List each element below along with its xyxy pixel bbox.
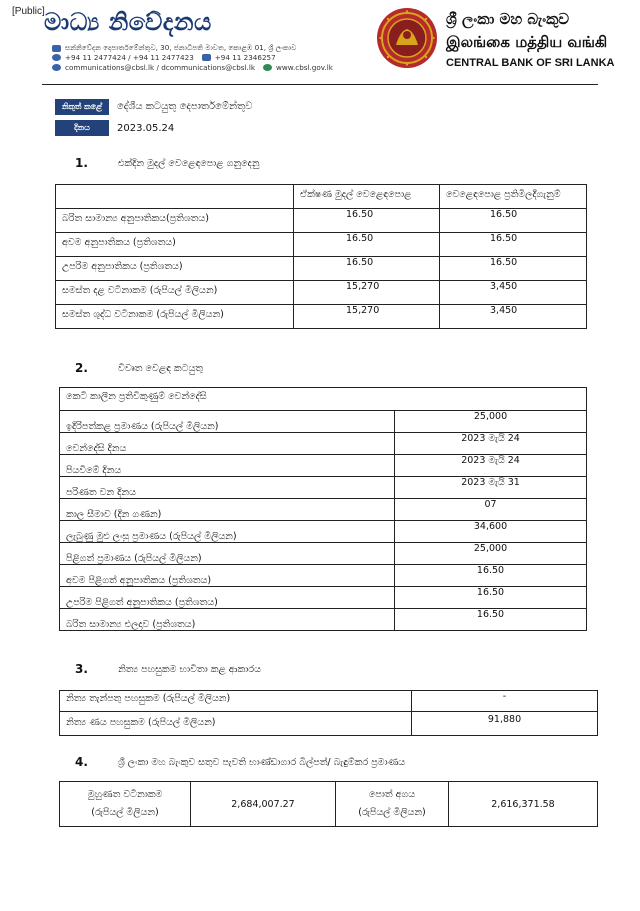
row-label: අවම අනුපාතිකය (ප්‍රතිශතය) — [56, 233, 294, 257]
issued-by-value: දේශීය කටයුතු දෙපාර්තමේන්තුව — [117, 101, 253, 112]
table-row — [60, 477, 587, 499]
header-call-money-market: ඒක්ෂණ මුදල් වෙළෙඳපොළ — [294, 185, 440, 209]
row-value: 16.50 — [395, 587, 587, 609]
row-label: පරිණත වන දිනය — [60, 477, 395, 499]
email-text: communications@cbsl.lk / dcommunications@cbsl.lk — [65, 63, 255, 72]
row-value: 16.50 — [395, 565, 587, 587]
email-line — [52, 63, 333, 72]
cbsl-securities-holdings-table — [59, 781, 598, 827]
face-value-label-line1: මුහුණත වටිනාකම — [87, 789, 163, 800]
repo-value: 16.50 — [440, 257, 587, 281]
row-label: උපරිම අනුපාතිකය (ප්‍රතිශතය) — [56, 257, 294, 281]
address-text: සන්නිවේදන දෙපාර්තමේන්තුව, 30, ජනාධිපති මාවත, කොළඹ 01, ශ්‍රී ලංකාව — [65, 43, 297, 52]
table-row — [60, 782, 598, 827]
call-money-value: 15,270 — [294, 281, 440, 305]
book-value: 2,616,371.58 — [449, 782, 598, 827]
address-line — [52, 43, 296, 53]
row-value: 2023 මැයි 24 — [395, 455, 587, 477]
section1-title: එක්දින මුදල් වෙළෙඳපොළ ගනුදෙනු — [118, 158, 260, 169]
fax-icon — [202, 54, 211, 61]
row-label: සමස්ත ශුද්ධ වටිනාකම (රුපියල් මිලියන) — [56, 305, 294, 329]
row-value: 25,000 — [395, 543, 587, 565]
section2-number: 2. — [75, 361, 88, 375]
table-row — [60, 565, 587, 587]
standing-facility-table — [59, 690, 598, 736]
table-row — [56, 209, 587, 233]
document-title: මාධ්‍ය නිවේදනය — [44, 8, 212, 36]
website-text: www.cbsl.gov.lk — [276, 63, 333, 72]
table-row — [60, 587, 587, 609]
auction-type-header: කෙටි කාලීන ප්‍රතිවිකුණුම් වෙන්දේසි — [60, 388, 587, 411]
table-header-row — [56, 185, 587, 209]
call-money-value: 16.50 — [294, 209, 440, 233]
web-icon — [263, 64, 272, 71]
row-value: - — [412, 691, 598, 712]
row-label: වෙන්දේසි දිනය — [60, 433, 395, 455]
book-value-label-line2: (රුපියල් මිලියන) — [358, 807, 426, 818]
row-value: 2023 මැයි 31 — [395, 477, 587, 499]
bank-name-english: CENTRAL BANK OF SRI LANKA — [446, 57, 615, 69]
row-value: 34,600 — [395, 521, 587, 543]
bank-seal-logo — [376, 7, 438, 69]
section2-title: විවෘත වෙළඳ කටයුතු — [118, 363, 204, 374]
row-value: 07 — [395, 499, 587, 521]
email-icon — [52, 64, 61, 71]
table-row — [60, 521, 587, 543]
bank-name-tamil: இலங்கை மத்திய வங்கி — [446, 33, 608, 51]
header-repo-market: වෙළෙඳපොළ ප්‍රතිමිලදීගැනුම් — [440, 185, 587, 209]
face-value: 2,684,007.27 — [191, 782, 336, 827]
row-value: 91,880 — [412, 712, 598, 736]
section4-number: 4. — [75, 755, 88, 769]
row-label: උපරිම පිළිගත් අනුපාතිකය (ප්‍රතිශතය) — [60, 587, 395, 609]
row-label: නිත්‍ය ණය පහසුකම (රුපියල් මිලියන) — [60, 712, 412, 736]
section1-number: 1. — [75, 156, 88, 170]
row-value: 2023 මැයි 24 — [395, 433, 587, 455]
call-money-value: 16.50 — [294, 257, 440, 281]
call-money-value: 16.50 — [294, 233, 440, 257]
header-cell-empty — [56, 185, 294, 209]
row-label: අවම පිළිගත් අනුපාතිකය (ප්‍රතිශතය) — [60, 565, 395, 587]
issued-by-label: නිකුත් කළේ — [55, 99, 109, 115]
table-row — [60, 543, 587, 565]
date-label: දිනය — [55, 120, 109, 136]
call-money-value: 15,270 — [294, 305, 440, 329]
table-row — [56, 257, 587, 281]
row-label: ඉදිරිපත්කළ ප්‍රමාණය (රුපියල් මිලියන) — [60, 411, 395, 433]
header-divider — [42, 84, 598, 85]
table-row — [60, 609, 587, 631]
repo-value: 3,450 — [440, 281, 587, 305]
phone-text: +94 11 2477424 / +94 11 2477423 — [65, 53, 194, 62]
row-value: 25,000 — [395, 411, 587, 433]
table-row — [60, 433, 587, 455]
row-label: සමස්ත දළ වටිනාකම (රුපියල් මිලියන) — [56, 281, 294, 305]
row-label: නිත්‍ය තැන්පතු පහසුකම (රුපියල් මිලියන) — [60, 691, 412, 712]
table-row — [56, 281, 587, 305]
row-label: බරිත සාමාන්‍ය අනුපාතිකය(ප්‍රතිශතය) — [56, 209, 294, 233]
book-value-label — [336, 782, 449, 827]
book-value-label-line1: පොත් අගය — [368, 789, 416, 800]
table-row — [60, 712, 598, 736]
section4-title: ශ්‍රී ලංකා මහ බැංකුව සතුව පැවති භාණ්ඩාගාර බිල්පත්/ බැඳුම්කර ප්‍රමාණය — [118, 757, 406, 768]
open-market-operations-table — [59, 387, 587, 631]
table-row — [56, 233, 587, 257]
table-row — [60, 691, 598, 712]
row-label: බරිත සාමාන්‍ය එලදාව (ප්‍රතිශතය) — [60, 609, 395, 631]
repo-value: 16.50 — [440, 209, 587, 233]
repo-value: 16.50 — [440, 233, 587, 257]
row-label: ලැබුණු මුළු ලංසු ප්‍රමාණය (රුපියල් මිලියන) — [60, 521, 395, 543]
face-value-label-line2: (රුපියල් මිලියන) — [91, 807, 159, 818]
table-header-row — [60, 388, 587, 411]
section3-title: නිත්‍ය පහසුකම භාවිතා කළ ආකාරය — [118, 664, 261, 675]
location-icon — [52, 45, 61, 52]
row-label: කාල සීමාව (දින ගණන) — [60, 499, 395, 521]
table-row — [60, 411, 587, 433]
repo-value: 3,450 — [440, 305, 587, 329]
phone-line — [52, 53, 276, 62]
face-value-label — [60, 782, 191, 827]
fax-text: +94 11 2346257 — [214, 53, 276, 62]
bank-name-sinhala: ශ්‍රී ලංකා මහ බැංකුව — [446, 10, 570, 28]
section3-number: 3. — [75, 662, 88, 676]
table-row — [60, 455, 587, 477]
row-value: 16.50 — [395, 609, 587, 631]
phone-icon — [52, 54, 61, 61]
overnight-money-market-table — [55, 184, 587, 329]
table-row — [60, 499, 587, 521]
table-row — [56, 305, 587, 329]
date-value: 2023.05.24 — [117, 123, 175, 134]
row-label: පිළිගත් ප්‍රමාණය (රුපියල් මිලියන) — [60, 543, 395, 565]
classification-label: [Public] — [12, 6, 45, 17]
row-label: පියවීමේ දිනය — [60, 455, 395, 477]
